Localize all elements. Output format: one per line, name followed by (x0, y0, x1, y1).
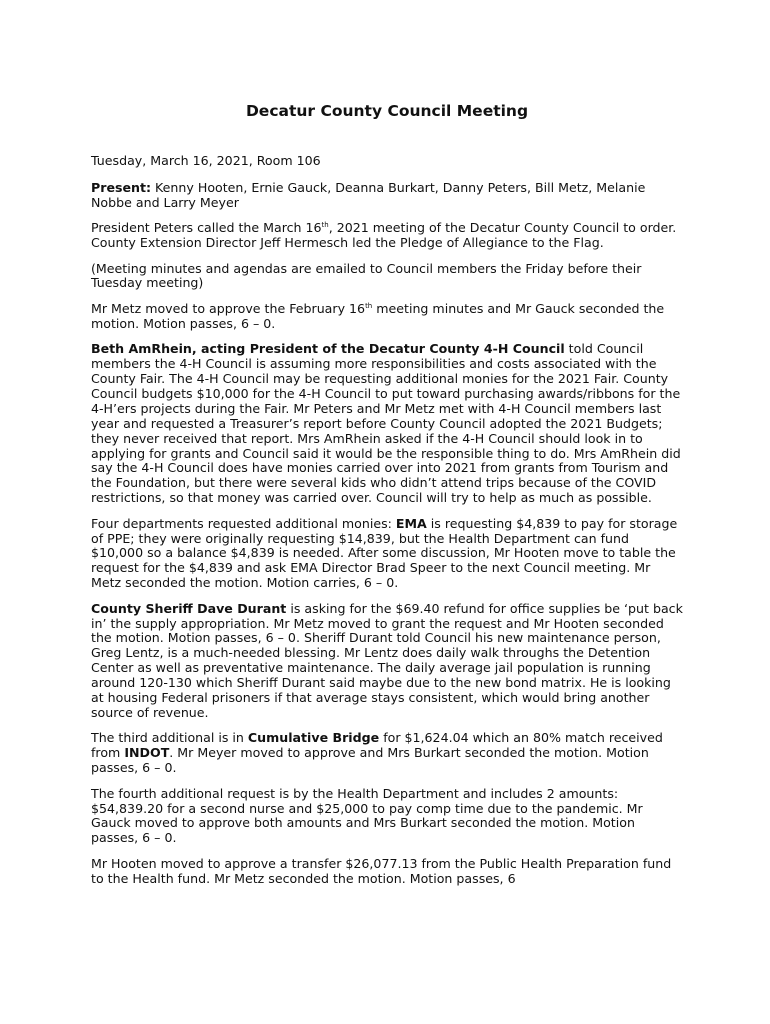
call-to-order-paragraph (91, 221, 683, 251)
present-paragraph (91, 181, 683, 211)
agenda-note-paragraph: (Meeting minutes and agendas are emailed to Council members the Friday before their Tuesday meeting) (91, 260, 642, 291)
sheriff-paragraph (91, 602, 683, 721)
present-names: Kenny Hooten, Ernie Gauck, Deanna Burkart, Danny Peters, Bill Metz, Melanie Nobbe and Larry Meyer (91, 179, 646, 210)
sheriff-name: County Sheriff Dave Durant (91, 600, 287, 616)
bridge-text-a: The third additional is in (91, 730, 248, 746)
indot-label: INDOT (124, 745, 170, 761)
ema-label: EMA (395, 515, 427, 531)
page-title: Decatur County Council Meeting (245, 102, 529, 120)
document-page (91, 100, 683, 897)
ema-text-a: Four departments requested additional monies: (91, 515, 396, 531)
minutes-text-b: meeting minutes and Mr Gauck seconded the motion. Motion passes, 6 – 0. (91, 300, 665, 331)
ordinal-suffix: th (321, 221, 329, 230)
four-h-text: told Council members the 4-H Council is assuming more responsibilities and costs associated with the County Fair. The 4-H Council may be requesting additional monies for the 2021 Fair. County Council budgets $10,000 for the 4-H Council to put toward purchasing awards/ribbons for the 4-H’ers projects during the Fair. Mr Peters and Mr Metz met with 4-H Council members last year and requested a Treasurer’s report before County Council adopted the 2021 Budgets; they never received that report. Mrs AmRhein asked if the 4-H Council should look in to applying for grants and Council said it would be the responsible thing to do. Mrs AmRhein did say the 4-H Council does have monies carried over into 2021 from grants from Tourism and the Foundation, but there were several kids who didn’t attend trips because of the COVID restrictions, so that money was carried over. Council will try to help as much as possible. (91, 341, 681, 506)
four-h-speaker: Beth AmRhein, acting President of the Decatur County 4-H Council (91, 341, 565, 357)
four-h-council-paragraph (91, 342, 683, 506)
minutes-approval-paragraph (91, 302, 683, 332)
call-to-order-text-b: , 2021 meeting of the Decatur County Council to order. County Extension Director Jeff Hermesch led the Pledge of Allegiance to the Flag. (91, 220, 677, 251)
health-department-paragraph: The fourth additional request is by the Health Department and includes 2 amounts: $54,839.20 for a second nurse and $25,000 to pay comp time due to the pandemic. Mr Gauck moved to approve both amounts and Mrs Burkart seconded the motion. Motion passes, 6 – 0. (91, 785, 643, 846)
bridge-text-b: for $1,624.04 which an 80% match received from (91, 730, 663, 761)
ema-request-paragraph (91, 517, 683, 592)
transfer-paragraph: Mr Hooten moved to approve a transfer $26,077.13 from the Public Health Preparation fund to the Health fund. Mr Metz seconded the motion. Motion passes, 6 (91, 855, 672, 886)
call-to-order-text-a: President Peters called the March 16 (91, 220, 322, 236)
bridge-text-c: . Mr Meyer moved to approve and Mrs Burkart seconded the motion. Motion passes, 6 – 0. (91, 745, 649, 776)
ordinal-suffix: th (365, 301, 373, 310)
sheriff-text: is asking for the $69.40 refund for office supplies be ‘put back in’ the supply appropriation. Mr Metz moved to grant the request and Mr Hooten seconded the motion. Motion passes, 6 – 0. Sheriff Durant told Council his new maintenance person, Greg Lentz, is a much-needed blessing. Mr Lentz does daily walk throughs the Detention Center as well as preventative maintenance. The daily average jail population is running around 120-130 which Sheriff Durant said maybe due to the new bond matrix. He is looking at housing Federal prisoners if that average stays consistent, which would bring another source of revenue. (91, 600, 683, 720)
present-label: Present: (91, 179, 152, 195)
minutes-text-a: Mr Metz moved to approve the February 16 (91, 300, 366, 316)
bridge-fund-label: Cumulative Bridge (247, 730, 380, 746)
meeting-date: Tuesday, March 16, 2021, Room 106 (91, 153, 321, 168)
cumulative-bridge-paragraph (91, 731, 683, 776)
ema-text-b: is requesting $4,839 to pay for storage of PPE; they were originally requesting $14,839, but the Health Department can fund $10,000 so a balance $4,839 is needed. After some discussion, Mr Hooten move to table the request for the $4,839 and ask EMA Director Brad Speer to the next Council meeting. Mr Metz seconded the motion. Motion carries, 6 – 0. (91, 515, 678, 591)
